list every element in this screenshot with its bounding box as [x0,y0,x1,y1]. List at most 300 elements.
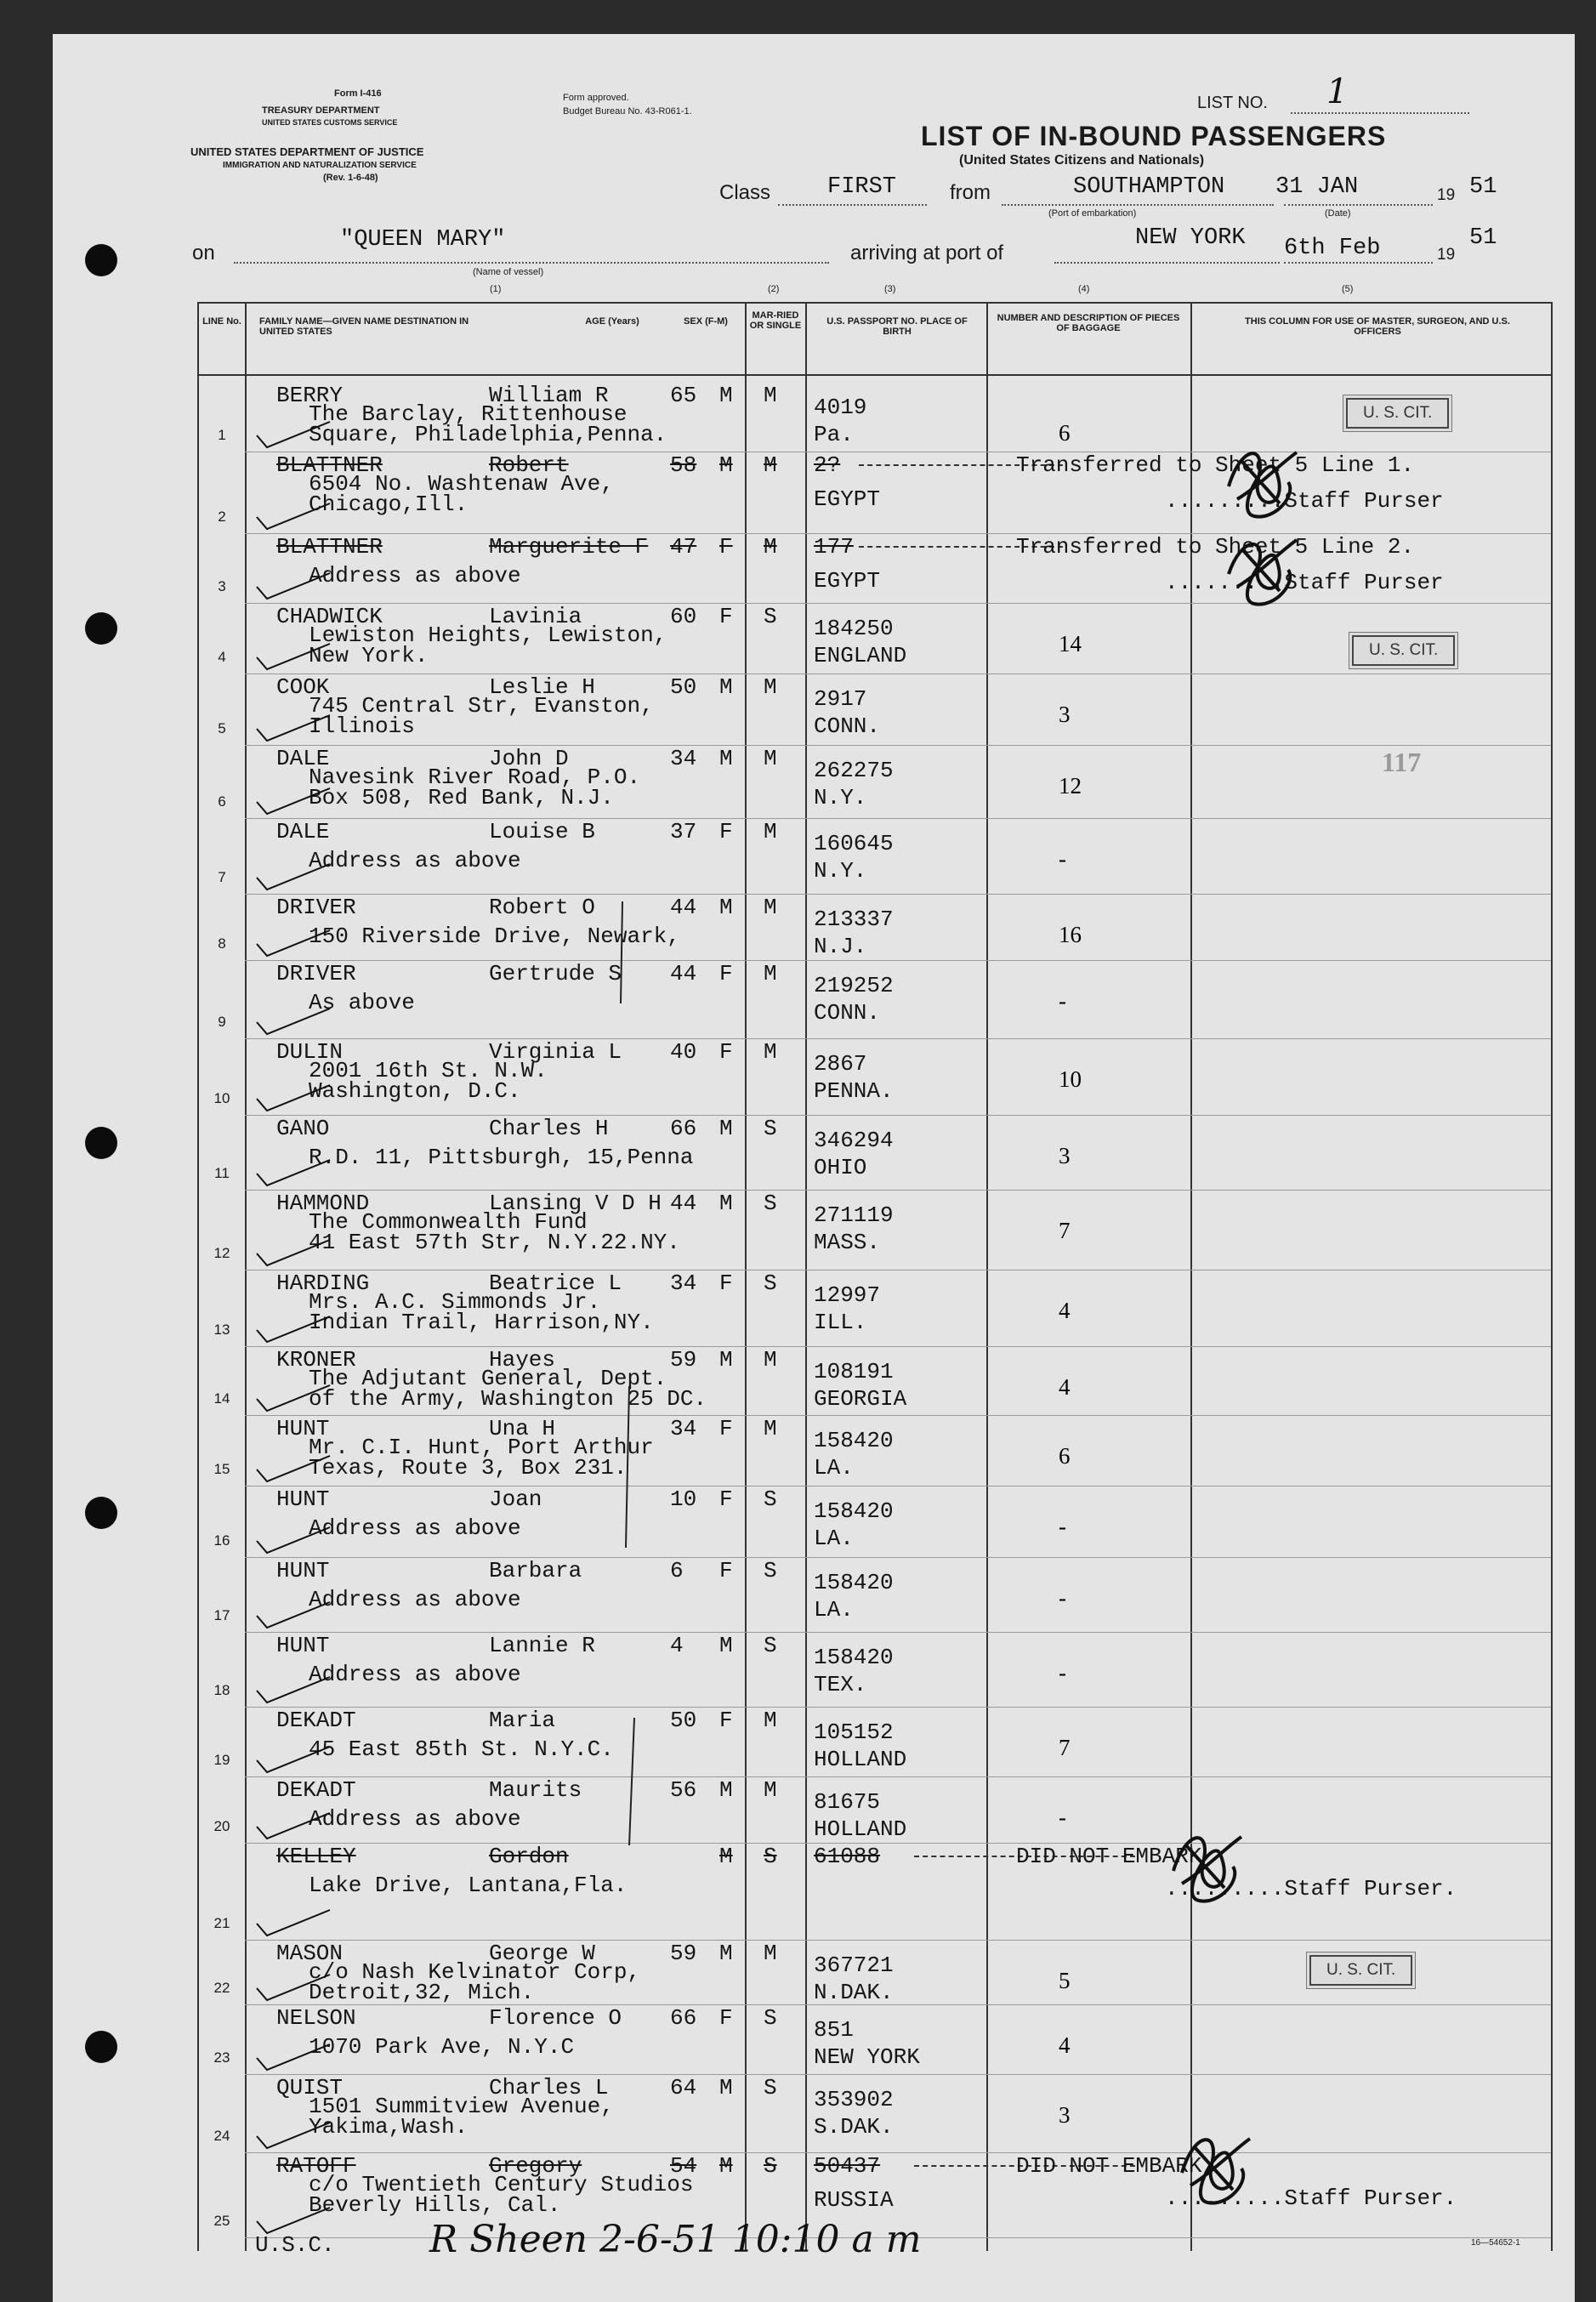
passport-number: 158420 [814,1645,894,1670]
line-number: 24 [213,2128,230,2144]
line-number: 6 [218,793,226,810]
table-row [0,895,1596,961]
passport-number: 50437 [814,2153,881,2179]
age: 4 [670,1633,684,1658]
check-mark-icon [255,1082,332,1116]
family-name: CHADWICK [276,604,383,629]
address-line-1: Address as above [309,1515,521,1541]
place-of-birth: MASS. [814,1230,881,1255]
family-name: COOK [276,674,330,700]
baggage-count: 3 [1059,1143,1071,1168]
line-number: 14 [213,1390,230,1407]
age: 44 [670,895,697,920]
address-line-2: Yakima,Wash. [309,2114,469,2140]
passport-number: 158420 [814,1428,894,1453]
family-name: DEKADT [276,1708,356,1733]
check-mark-icon [255,712,332,746]
table-row [0,452,1596,534]
passport-number: 81675 [814,1789,881,1815]
transfer-note: DID NOT EMBARK [1016,2153,1202,2179]
baggage-count: - [1059,846,1066,872]
sex: F [719,1558,733,1583]
baggage-count: 6 [1059,420,1071,446]
place-of-birth: HOLLAND [814,1816,907,1842]
address-line-2: Chicago,Ill. [309,492,469,517]
officer-signature [1161,1820,1254,1913]
given-name: Lannie R [489,1633,595,1658]
passport-number: 367721 [814,1952,894,1978]
age: 59 [670,1941,697,1966]
table-row [0,1116,1596,1191]
sex: M [719,452,733,478]
place-of-birth: PENNA. [814,1078,894,1104]
line-number: 9 [218,1014,226,1030]
header-married: MAR-RIED OR SINGLE [749,310,802,331]
family-name: QUIST [276,2075,344,2100]
header-line-no: LINE No. [202,316,241,327]
place-of-birth: EGYPT [814,486,881,512]
line-number: 25 [213,2213,230,2229]
baggage-count: 4 [1059,2032,1071,2058]
address-line-1: 1070 Park Ave, N.Y.C [309,2034,575,2060]
address-line-1: The Adjutant General, Dept. [309,1366,667,1391]
table-row [0,1558,1596,1633]
marital-status: M [764,961,777,986]
sex: M [719,1844,733,1869]
arrival-port-line [1054,262,1280,264]
check-mark-stroke [257,1085,330,1111]
staff-purser-note: .........Staff Purser [1165,570,1444,595]
place-of-birth: LA. [814,1597,854,1623]
family-name: HUNT [276,1633,330,1658]
check-mark-stroke [257,1160,330,1185]
age: 58 [670,452,697,478]
check-mark-icon [255,1382,332,1416]
line-number: 16 [213,1532,230,1549]
treasury-label: TREASURY DEPARTMENT [262,105,380,116]
address-line-1: The Commonwealth Fund [309,1209,588,1235]
family-name: DALE [276,819,330,844]
arrival-port: NEW YORK [1135,225,1246,251]
marital-status: S [764,604,777,629]
staff-purser-note: .........Staff Purser. [1165,2185,1457,2211]
family-name: GANO [276,1116,330,1141]
address-line-1: 45 East 85th St. N.Y.C. [309,1736,614,1762]
marital-status: S [764,2153,777,2179]
family-name: HUNT [276,1416,330,1441]
sex: M [719,1941,733,1966]
check-mark-stroke [257,1602,330,1628]
check-mark-icon [255,1313,332,1347]
from-line [1002,204,1274,206]
column-number: (2) [768,284,780,294]
family-name: DRIVER [276,961,356,986]
passport-number: 158420 [814,1570,894,1595]
line-number: 8 [218,935,226,952]
age: 56 [670,1777,697,1803]
family-name: DULIN [276,1039,344,1065]
sex: M [719,674,733,700]
family-name: DEKADT [276,1777,356,1803]
check-mark-stroke [257,1527,330,1553]
address-line-1: 1501 Summitview Avenue, [309,2094,614,2119]
marital-status: M [764,383,777,408]
staff-purser-note: .........Staff Purser. [1165,1876,1457,1901]
given-name: Hayes [489,1347,556,1373]
family-name: RATOFF [276,2153,356,2179]
place-of-birth: CONN. [814,713,881,739]
place-of-birth: ENGLAND [814,643,907,668]
address-line-2: New York. [309,643,429,668]
marital-status: M [764,674,777,700]
date-day-month: 31 JAN [1275,174,1359,200]
place-of-birth: GEORGIA [814,1386,907,1412]
place-of-birth: EGYPT [814,568,881,594]
sex: M [719,746,733,771]
given-name: Joan [489,1486,542,1512]
check-mark-icon [255,1452,332,1486]
marital-status: M [764,534,777,560]
date-line [1284,204,1433,206]
place-of-birth: LA. [814,1526,854,1551]
family-name: MASON [276,1941,344,1966]
line-number: 15 [213,1461,230,1477]
line-number: 21 [213,1915,230,1931]
address-line-1: Address as above [309,1806,521,1832]
age: 54 [670,2153,697,2179]
table-row [0,1270,1596,1347]
check-mark-icon [255,570,332,604]
table-row [0,1347,1596,1416]
place-of-birth: NEW YORK [814,2044,920,2070]
place-of-birth: OHIO [814,1155,867,1180]
marital-status: S [764,1558,777,1583]
marital-status: S [764,1191,777,1216]
given-name: Beatrice L [489,1270,622,1296]
given-name: Virginia L [489,1039,622,1065]
check-mark-stroke [257,1677,330,1702]
address-line-1: Address as above [309,1662,521,1687]
line-number: 22 [213,1980,230,1996]
address-line-2: of the Army, Washington 25 DC. [309,1386,707,1412]
us-citizen-stamp: U. S. CIT. [1352,635,1455,666]
baggage-count: 6 [1059,1443,1071,1469]
family-name: KRONER [276,1347,356,1373]
check-mark-stroke [257,573,330,599]
sex: M [719,895,733,920]
baggage-count: 3 [1059,2102,1071,2128]
baggage-count: 3 [1059,702,1071,727]
baggage-count: 12 [1059,773,1082,799]
check-mark-stroke [257,1910,330,1935]
check-mark-icon [255,927,332,961]
check-mark-stroke [257,644,330,669]
baggage-count: 14 [1059,631,1082,656]
table-row [0,2005,1596,2075]
table-row [0,2075,1596,2153]
given-name: Leslie H [489,674,595,700]
address-line-1: Address as above [309,563,521,588]
arrival-year: 51 [1469,225,1497,251]
baggage-count: 4 [1059,1374,1071,1400]
address-line-2: Texas, Route 3, Box 231. [309,1455,628,1481]
check-mark-icon [255,1810,332,1844]
marital-status: S [764,1633,777,1658]
family-name: BLATTNER [276,534,383,560]
check-mark-icon [255,1236,332,1270]
column-number: (3) [884,284,896,294]
page-subtitle: (United States Citizens and Nationals) [959,153,1205,168]
marital-status: M [764,1941,777,1966]
given-name: Gordon [489,1844,569,1869]
baggage-count: - [1059,1585,1066,1611]
check-mark-icon [255,500,332,534]
line-number: 5 [218,720,226,736]
check-mark-stroke [257,2123,330,2148]
given-name: Louise B [489,819,595,844]
vessel-line [234,262,829,264]
column-number: (5) [1342,284,1354,294]
list-no-label: LIST NO. [1197,94,1268,112]
pencil-marks [612,901,646,1854]
place-of-birth: CONN. [814,1000,881,1026]
marital-status: S [764,1270,777,1296]
table-row [0,1039,1596,1116]
given-name: Barbara [489,1558,582,1583]
table-row [0,1844,1596,1941]
address-line-2: Detroit,32, Mich. [309,1980,535,2005]
table-row [0,1777,1596,1844]
age: 10 [670,1486,697,1512]
check-mark-icon [255,640,332,674]
vessel-caption: (Name of vessel) [473,267,544,277]
place-of-birth: N.DAK. [814,1980,894,2005]
line-number: 4 [218,649,226,665]
marital-status: M [764,1347,777,1373]
date-caption: (Date) [1325,208,1351,219]
passport-number: 219252 [814,973,894,998]
address-line-1: Address as above [309,1587,521,1612]
given-name: Robert [489,452,569,478]
marital-status: S [764,2005,777,2031]
passport-number: 12997 [814,1282,881,1308]
vessel-name: "QUEEN MARY" [340,227,506,253]
check-mark-icon [255,418,332,452]
check-mark-icon [255,1674,332,1708]
table-row [0,1416,1596,1486]
sex: M [719,2075,733,2100]
passport-number: 2? [814,452,841,478]
baggage-count: 7 [1059,1218,1071,1243]
check-mark-stroke [257,2208,330,2233]
table-header-border [197,374,1551,376]
check-mark-icon [255,1157,332,1191]
check-mark-stroke [257,422,330,447]
place-of-birth: N.J. [814,934,867,959]
check-mark-stroke [257,1009,330,1034]
sex: F [719,1486,733,1512]
marital-status: M [764,895,777,920]
line-number: 23 [213,2049,230,2066]
given-name: Gertrude S [489,961,622,986]
address-line-1: Address as above [309,848,521,873]
transfer-note: DID NOT EMBARK [1016,1844,1202,1869]
passport-number: 61088 [814,1844,881,1869]
passport-number: 2917 [814,686,867,712]
marital-status: M [764,1777,777,1803]
from-label: from [950,181,991,204]
place-of-birth: HOLLAND [814,1747,907,1772]
age: 64 [670,2075,697,2100]
column-number: (1) [490,284,502,294]
marital-status: M [764,1039,777,1065]
line-number: 3 [218,578,226,594]
sex: M [719,1191,733,1216]
on-label: on [192,242,215,264]
arriving-label: arriving at port of [850,242,1004,264]
age: 37 [670,819,697,844]
given-name: Una H [489,1416,556,1441]
line-number: 13 [213,1322,230,1338]
check-mark-stroke [257,715,330,741]
sex: M [719,1347,733,1373]
place-of-birth: Pa. [814,422,854,447]
family-name: HUNT [276,1558,330,1583]
check-mark-icon [255,1971,332,2005]
given-name: Florence O [489,2005,622,2031]
family-name: HUNT [276,1486,330,1512]
check-mark-stroke [257,1975,330,2000]
given-name: Robert O [489,895,595,920]
arrival-date: 6th Feb [1284,236,1381,261]
age: 40 [670,1039,697,1065]
check-mark-icon [255,1599,332,1633]
age: 34 [670,1416,697,1441]
given-name: Maria [489,1708,556,1733]
age: 44 [670,1191,697,1216]
passport-number: 4019 [814,395,867,420]
line-number: 7 [218,869,226,885]
address-line-1: R.D. 11, Pittsburgh, 15,Penna [309,1145,694,1170]
marital-status: M [764,1708,777,1733]
footer-handwritten-note: R Sheen 2-6-51 10:10 a m [429,2218,922,2261]
age: 66 [670,1116,697,1141]
baggage-count: 16 [1059,922,1082,947]
class-label: Class [719,181,771,204]
footer-usc: U.S.C. [255,2232,335,2258]
given-name: Charles H [489,1116,609,1141]
family-name: DALE [276,746,330,771]
margin-number: 117 [1382,747,1422,777]
family-name: HARDING [276,1270,370,1296]
footer-form-code: 16—54652-1 [1471,2238,1520,2248]
sex: M [719,1116,733,1141]
table-row [0,1486,1596,1558]
address-line-1: 150 Riverside Drive, Newark, [309,924,680,949]
family-name: NELSON [276,2005,356,2031]
sex: F [719,961,733,986]
place-of-birth: S.DAK. [814,2114,894,2140]
family-name: BERRY [276,383,344,408]
class-value: FIRST [827,174,897,200]
sex: F [719,1270,733,1296]
passport-number: 160645 [814,831,894,856]
address-line-1: 745 Central Str, Evanston, [309,693,654,719]
address-line-1: Navesink River Road, P.O. [309,764,641,790]
address-line-1: c/o Twentieth Century Studios [309,2172,694,2197]
check-mark-stroke [257,864,330,890]
from-caption: (Port of embarkation) [1048,208,1137,219]
check-mark-stroke [257,1240,330,1265]
table-row [0,674,1596,746]
header-age: AGE (Years) [585,316,639,327]
address-line-1: As above [309,990,415,1015]
passport-number: 2867 [814,1051,867,1077]
given-name: Lansing V D H [489,1191,662,1216]
given-name: Gregory [489,2153,582,2179]
check-mark-icon [255,1907,332,1941]
marital-status: S [764,1116,777,1141]
check-mark-stroke [257,1813,330,1839]
sex: F [719,1039,733,1065]
officer-signature [1216,435,1309,529]
list-no-value: 1 [1326,72,1349,111]
family-name: DRIVER [276,895,356,920]
address-line-1: The Barclay, Rittenhouse [309,401,628,427]
baggage-count: - [1059,1805,1066,1830]
address-line-1: 2001 16th St. N.W. [309,1058,548,1083]
rev-label: (Rev. 1-6-48) [323,173,378,183]
class-line [778,204,927,206]
age: 50 [670,674,697,700]
line-number: 11 [214,1165,230,1181]
age: 34 [670,1270,697,1296]
line-number: 19 [213,1752,230,1768]
page-title: LIST OF IN-BOUND PASSENGERS [921,121,1387,151]
table-row [0,1191,1596,1270]
age: 59 [670,1347,697,1373]
passport-number: 105152 [814,1719,894,1745]
justice-label: UNITED STATES DEPARTMENT OF JUSTICE [190,145,424,158]
date-year: 51 [1469,174,1497,200]
header-sex: SEX (F-M) [684,316,728,327]
check-mark-stroke [257,2044,330,2070]
place-of-birth: ILL. [814,1310,867,1335]
family-name: HAMMOND [276,1191,370,1216]
sex: F [719,1416,733,1441]
sex: F [719,534,733,560]
baggage-count: 5 [1059,1968,1071,1993]
table-row [0,819,1596,895]
sex: M [719,383,733,408]
passport-number: 271119 [814,1202,894,1228]
sex: F [719,1708,733,1733]
address-line-1: Mr. C.I. Hunt, Port Arthur [309,1435,654,1460]
sex: M [719,1777,733,1803]
check-mark-stroke [257,1316,330,1342]
passport-number: 353902 [814,2087,894,2112]
binder-hole [85,244,117,276]
address-line-2: Illinois [309,713,415,739]
check-mark-stroke [257,930,330,956]
header-passport: U.S. PASSPORT NO. PLACE OF BIRTH [826,316,968,337]
place-of-birth: N.Y. [814,858,867,884]
passport-number: 262275 [814,758,894,783]
marital-status: M [764,452,777,478]
check-mark-stroke [257,1456,330,1481]
staff-purser-note: .........Staff Purser [1165,488,1444,514]
address-line-1: Lake Drive, Lantana,Fla. [309,1873,628,1898]
